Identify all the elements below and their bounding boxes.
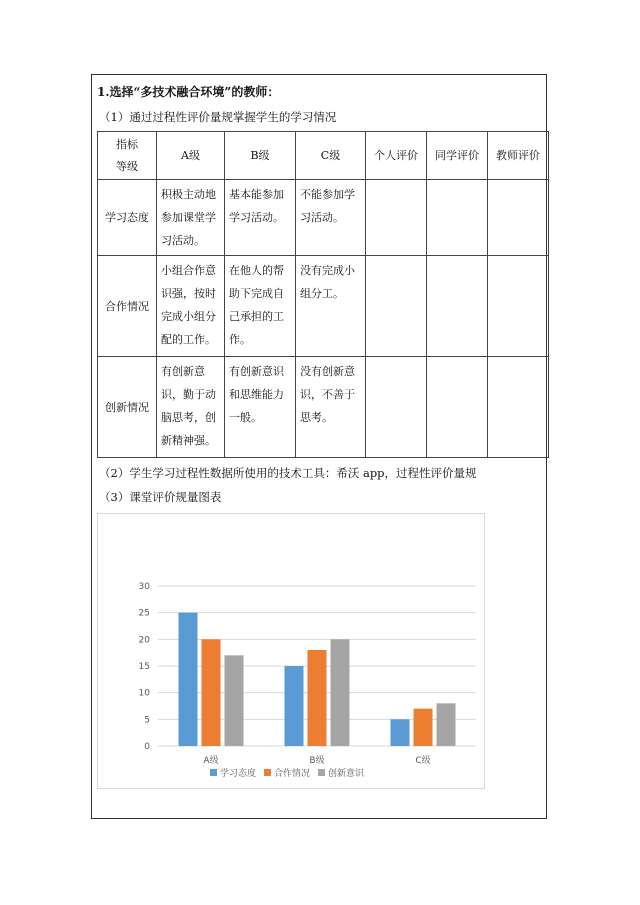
subsection-2-title: （2）学生学习过程性数据所使用的技术工具：希沃 app，过程性评价量规: [99, 466, 477, 480]
table-cell: 积极主动地 参加课堂学 习活动。: [157, 180, 225, 256]
y-tick-label: 5: [144, 715, 150, 726]
legend-swatch: [318, 769, 325, 776]
table-cell: [366, 180, 427, 256]
bar: [437, 703, 456, 746]
bar: [308, 650, 327, 746]
bar: [391, 719, 410, 746]
table-cell: 不能参加学 习活动。: [296, 180, 366, 256]
legend-swatch: [210, 769, 217, 776]
table-cell: [488, 256, 549, 357]
table-cell: [366, 357, 427, 458]
table-cell: 小组合作意 识强，按时 完成小组分 配的工作。: [157, 256, 225, 357]
table-row: [98, 256, 549, 357]
table-cell: [427, 357, 488, 458]
row-label: 学习态度: [98, 180, 157, 256]
bar: [414, 709, 433, 746]
table-cell: [427, 256, 488, 357]
subsection-1-title: （1）通过过程性评价量规掌握学生的学习情况: [99, 110, 337, 124]
row-label: 合作情况: [98, 256, 157, 357]
section-heading: 1.选择“多技术融合环境”的教师：: [97, 85, 280, 99]
y-tick-label: 20: [138, 635, 150, 646]
column-header: 教师评价: [488, 132, 549, 180]
y-tick-label: 30: [138, 582, 150, 592]
bar: [331, 639, 350, 746]
table-cell: [427, 180, 488, 256]
row-label: 创新情况: [98, 357, 157, 458]
bar-chart: [98, 514, 484, 788]
bar: [285, 666, 304, 746]
chart-container: [97, 513, 485, 789]
table-cell: [488, 357, 549, 458]
table-cell: 有创新意识 和思维能力 一般。: [225, 357, 296, 458]
x-tick-label: B级: [309, 756, 325, 766]
y-tick-label: 10: [138, 688, 150, 699]
y-tick-label: 25: [138, 608, 150, 619]
bar: [179, 613, 198, 746]
bar: [225, 655, 244, 746]
legend-label: 合作情况: [274, 769, 311, 779]
column-header: 个人评价: [366, 132, 427, 180]
column-header: C级: [296, 132, 366, 180]
subsection-3-title: （3）课堂评价规量图表: [99, 490, 222, 504]
column-header: A级: [157, 132, 225, 180]
column-header: B级: [225, 132, 296, 180]
x-tick-label: A级: [203, 756, 219, 766]
legend-swatch: [264, 769, 271, 776]
legend-label: 学习态度: [220, 769, 257, 779]
column-header: 同学评价: [427, 132, 488, 180]
bar: [202, 639, 221, 746]
table-cell: 没有创新意 识，不善于 思考。: [296, 357, 366, 458]
table-cell: [488, 180, 549, 256]
y-tick-label: 0: [144, 742, 150, 752]
table-corner-header: 指标 等级: [98, 132, 157, 180]
x-tick-label: C级: [415, 756, 431, 766]
table-cell: [366, 256, 427, 357]
table-cell: 在他人的帮 助下完成自 己承担的工 作。: [225, 256, 296, 357]
legend-label: 创新意识: [328, 769, 365, 779]
table-row: [98, 180, 549, 256]
y-tick-label: 15: [138, 662, 150, 672]
table-cell: 基本能参加 学习活动。: [225, 180, 296, 256]
table-cell: 有创新意 识，勤于动 脑思考，创 新精神强。: [157, 357, 225, 458]
table-row: [98, 357, 549, 458]
evaluation-rubric-table: [97, 131, 549, 458]
table-cell: 没有完成小 组分工。: [296, 256, 366, 357]
